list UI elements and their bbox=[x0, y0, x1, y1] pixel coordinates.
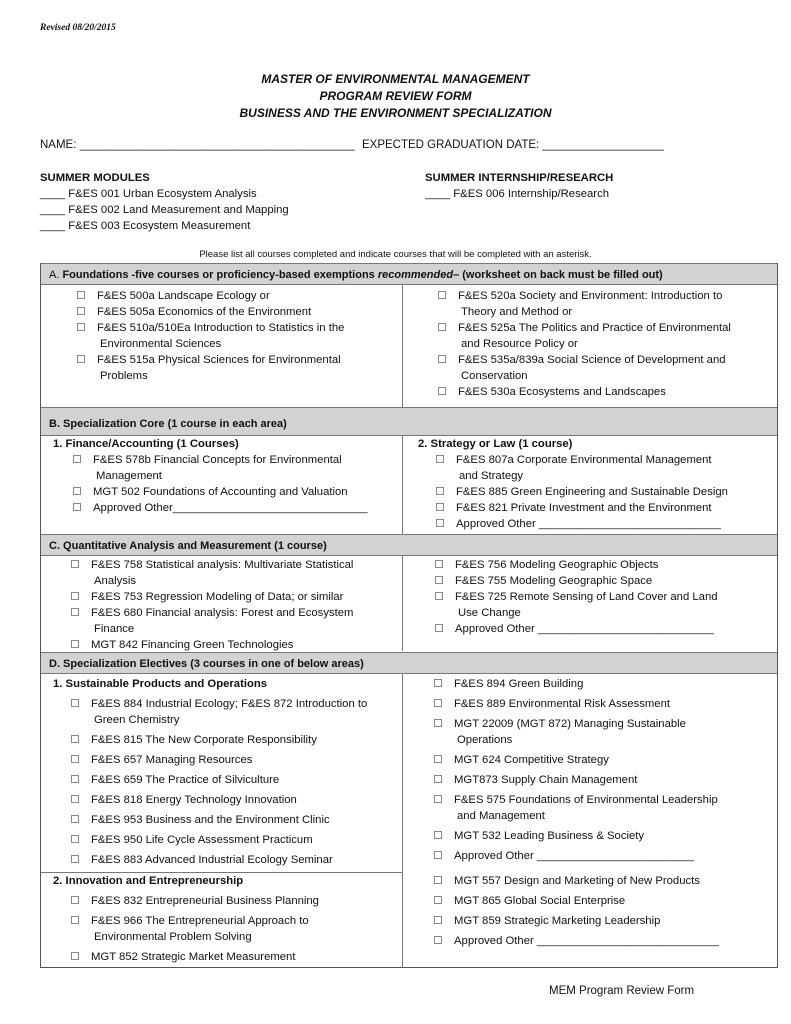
course-name: MGT 532 Leading Business & Society bbox=[454, 830, 645, 842]
course-item bbox=[77, 304, 397, 320]
course-name-continued: and Resource Policy or bbox=[461, 338, 578, 350]
course-name: F&ES 894 Green Building bbox=[454, 678, 584, 690]
summer-internship-item[interactable]: ____ F&ES 006 Internship/Research bbox=[425, 188, 609, 200]
course-name: F&ES 756 Modeling Geographic Objects bbox=[455, 559, 659, 571]
course-item bbox=[434, 848, 772, 864]
course-item bbox=[71, 852, 401, 868]
course-name: Approved Other _____________________________ bbox=[454, 935, 720, 947]
summer-internship bbox=[425, 170, 765, 202]
course-checkbox[interactable] bbox=[436, 455, 444, 463]
course-item bbox=[71, 792, 401, 808]
section-a-header bbox=[41, 263, 777, 285]
course-checkbox[interactable] bbox=[71, 896, 79, 904]
course-checkbox[interactable] bbox=[77, 355, 85, 363]
course-name: F&ES 832 Entrepreneurial Business Planning bbox=[91, 895, 319, 907]
course-checkbox[interactable] bbox=[434, 936, 442, 944]
title-line-1: MASTER OF ENVIRONMENTAL MANAGEMENT bbox=[261, 72, 530, 86]
title-line-3: BUSINESS AND THE ENVIRONMENT SPECIALIZATION bbox=[239, 106, 552, 120]
section-d-sub2-head bbox=[53, 873, 393, 889]
section-d-sub2-left bbox=[71, 893, 401, 969]
course-name-continued: Theory and Method or bbox=[461, 306, 573, 318]
course-item bbox=[435, 557, 773, 573]
course-name: F&ES 821 Private Investment and the Environment bbox=[456, 502, 712, 514]
course-checkbox[interactable] bbox=[71, 699, 79, 707]
course-checkbox[interactable] bbox=[434, 699, 442, 707]
course-name: F&ES 515a Physical Sciences for Environmental bbox=[97, 354, 341, 366]
course-name-continued: Green Chemistry bbox=[94, 714, 180, 726]
column-divider bbox=[402, 556, 403, 651]
course-name: MGT 22009 (MGT 872) Managing Sustainable bbox=[454, 718, 686, 730]
course-item bbox=[71, 893, 401, 909]
section-d-header: D. Specialization Electives (3 courses in one of below areas) bbox=[41, 652, 777, 674]
course-item bbox=[435, 589, 773, 621]
course-name: MGT873 Supply Chain Management bbox=[454, 774, 638, 786]
section-a-suffix: – (worksheet on back must be filled out) bbox=[453, 269, 663, 281]
course-checkbox[interactable] bbox=[77, 307, 85, 315]
course-item bbox=[438, 288, 773, 320]
course-item bbox=[77, 320, 397, 352]
course-item bbox=[436, 452, 774, 484]
course-name: F&ES 883 Advanced Industrial Ecology Seminar bbox=[91, 854, 333, 866]
course-checkbox[interactable] bbox=[434, 679, 442, 687]
sustainable-products-heading: 1. Sustainable Products and Operations bbox=[53, 678, 268, 690]
course-name-continued: Finance bbox=[94, 623, 135, 635]
title-line-2: PROGRAM REVIEW FORM bbox=[319, 89, 472, 103]
course-checkbox[interactable] bbox=[434, 755, 442, 763]
course-name: Approved Other_______________________________ bbox=[93, 502, 368, 514]
course-checkbox[interactable] bbox=[434, 876, 442, 884]
course-name-continued: Environmental Sciences bbox=[100, 338, 222, 350]
course-item bbox=[435, 573, 773, 589]
course-name: F&ES 505a Economics of the Environment bbox=[97, 306, 312, 318]
course-name: F&ES 885 Green Engineering and Sustainable Design bbox=[456, 486, 728, 498]
finance-accounting-heading: 1. Finance/Accounting (1 Courses) bbox=[53, 438, 239, 450]
course-item bbox=[71, 589, 396, 605]
summer-internship-heading: SUMMER INTERNSHIP/RESEARCH bbox=[425, 172, 614, 184]
course-checkbox[interactable] bbox=[71, 592, 79, 600]
course-name: MGT 624 Competitive Strategy bbox=[454, 754, 609, 766]
graduation-date-field[interactable]: EXPECTED GRADUATION DATE: ___________________ bbox=[362, 139, 664, 151]
course-name-continued: Analysis bbox=[94, 575, 137, 587]
course-checkbox[interactable] bbox=[438, 323, 446, 331]
course-checkbox[interactable] bbox=[71, 560, 79, 568]
section-a-title: Foundations -five courses or proficiency-based exemptions bbox=[62, 269, 378, 281]
course-checkbox[interactable] bbox=[71, 855, 79, 863]
course-item bbox=[438, 384, 773, 400]
course-name: F&ES 818 Energy Technology Innovation bbox=[91, 794, 297, 806]
course-name: Approved Other _____________________________ bbox=[456, 518, 722, 530]
section-c-left bbox=[71, 557, 396, 653]
course-item bbox=[436, 484, 774, 500]
course-checkbox[interactable] bbox=[434, 795, 442, 803]
course-name: MGT 865 Global Social Enterprise bbox=[454, 895, 626, 907]
course-item bbox=[77, 352, 397, 384]
course-name: F&ES 755 Modeling Geographic Space bbox=[455, 575, 653, 587]
revision-date: Revised 08/20/2015 bbox=[40, 23, 116, 33]
section-b-header: B. Specialization Core (1 course in each area) bbox=[41, 407, 777, 436]
summer-module-item[interactable]: ____ F&ES 001 Urban Ecosystem Analysis bbox=[40, 188, 257, 200]
course-checkbox[interactable] bbox=[71, 755, 79, 763]
section-d-sub1-right bbox=[434, 676, 772, 868]
course-item bbox=[434, 933, 772, 949]
column-divider bbox=[402, 674, 403, 968]
course-item bbox=[436, 500, 774, 516]
course-name: MGT 859 Strategic Marketing Leadership bbox=[454, 915, 661, 927]
course-checkbox[interactable] bbox=[71, 815, 79, 823]
course-item bbox=[71, 752, 401, 768]
course-checkbox[interactable] bbox=[434, 719, 442, 727]
course-checkbox[interactable] bbox=[73, 503, 81, 511]
course-item bbox=[438, 352, 773, 384]
course-name: MGT 842 Financing Green Technologies bbox=[91, 639, 294, 651]
course-table bbox=[40, 263, 778, 968]
section-d-sub2-right bbox=[434, 873, 772, 953]
course-checkbox[interactable] bbox=[435, 560, 443, 568]
course-checkbox[interactable] bbox=[438, 291, 446, 299]
section-a-emphasis: recommended bbox=[377, 269, 454, 281]
course-checkbox[interactable] bbox=[77, 323, 85, 331]
course-name-continued: Management bbox=[96, 470, 162, 482]
course-item bbox=[436, 516, 774, 532]
course-item bbox=[77, 288, 397, 304]
name-row bbox=[40, 139, 780, 151]
course-name: F&ES 500a Landscape Ecology or bbox=[97, 290, 270, 302]
course-checkbox[interactable] bbox=[71, 735, 79, 743]
course-name-continued: and Strategy bbox=[459, 470, 524, 482]
course-name: F&ES 657 Managing Resources bbox=[91, 754, 253, 766]
instructions-note: Please list all courses completed and indicate courses that will be completed with an asterisk. bbox=[199, 249, 592, 260]
course-name: F&ES 659 The Practice of Silviculture bbox=[91, 774, 280, 786]
course-name: F&ES 807a Corporate Environmental Management bbox=[456, 454, 712, 466]
course-item bbox=[71, 812, 401, 828]
course-checkbox[interactable] bbox=[434, 775, 442, 783]
strategy-law-heading: 2. Strategy or Law (1 course) bbox=[418, 438, 573, 450]
summer-modules bbox=[40, 170, 420, 234]
course-name: F&ES 725 Remote Sensing of Land Cover and Land bbox=[455, 591, 718, 603]
course-item bbox=[434, 893, 772, 909]
course-checkbox[interactable] bbox=[434, 851, 442, 859]
section-c-header: C. Quantitative Analysis and Measurement (1 course) bbox=[41, 534, 777, 556]
course-item bbox=[71, 637, 396, 653]
course-checkbox[interactable] bbox=[71, 775, 79, 783]
section-a-right bbox=[438, 288, 773, 400]
course-item bbox=[71, 605, 396, 637]
name-field[interactable]: NAME: ___________________________________________ bbox=[40, 139, 355, 151]
course-item bbox=[434, 913, 772, 929]
summer-module-item[interactable]: ____ F&ES 003 Ecosystem Measurement bbox=[40, 220, 251, 232]
course-checkbox[interactable] bbox=[435, 592, 443, 600]
section-a-left bbox=[77, 288, 397, 384]
section-a-prefix: A. bbox=[49, 269, 63, 281]
course-name: F&ES 510a/510Ea Introduction to Statistics in the bbox=[97, 322, 345, 334]
section-b-right-head bbox=[418, 436, 758, 452]
course-item bbox=[71, 772, 401, 788]
course-checkbox[interactable] bbox=[436, 519, 444, 527]
column-divider bbox=[402, 285, 403, 407]
course-checkbox[interactable] bbox=[71, 795, 79, 803]
course-name: MGT 852 Strategic Market Measurement bbox=[91, 951, 296, 963]
course-item bbox=[73, 500, 398, 516]
summer-modules-heading: SUMMER MODULES bbox=[40, 172, 150, 184]
section-b-right bbox=[436, 452, 774, 532]
form-title bbox=[0, 71, 791, 122]
course-name: F&ES 758 Statistical analysis: Multivariate Statistical bbox=[91, 559, 354, 571]
course-name-continued: Conservation bbox=[461, 370, 528, 382]
course-name-continued: Problems bbox=[100, 370, 148, 382]
course-name: F&ES 889 Environmental Risk Assessment bbox=[454, 698, 670, 710]
course-name: F&ES 815 The New Corporate Responsibility bbox=[91, 734, 317, 746]
course-item bbox=[434, 828, 772, 844]
course-item bbox=[71, 913, 401, 945]
course-name: F&ES 535a/839a Social Science of Development and bbox=[458, 354, 726, 366]
section-d-sub1-left bbox=[71, 696, 401, 872]
course-item bbox=[73, 452, 398, 484]
course-name-continued: and Management bbox=[457, 810, 545, 822]
course-item bbox=[71, 557, 396, 589]
course-checkbox[interactable] bbox=[435, 576, 443, 584]
course-name: F&ES 966 The Entrepreneurial Approach to bbox=[91, 915, 309, 927]
course-checkbox[interactable] bbox=[71, 952, 79, 960]
course-checkbox[interactable] bbox=[434, 916, 442, 924]
course-name: F&ES 578b Financial Concepts for Environmental bbox=[93, 454, 342, 466]
course-name-continued: Operations bbox=[457, 734, 513, 746]
course-name: Approved Other ____________________________ bbox=[455, 623, 714, 635]
course-checkbox[interactable] bbox=[71, 916, 79, 924]
course-name: F&ES 530a Ecosystems and Landscapes bbox=[458, 386, 666, 398]
course-checkbox[interactable] bbox=[73, 487, 81, 495]
course-item bbox=[71, 832, 401, 848]
section-d-sub1-head bbox=[53, 676, 393, 692]
footer-label: MEM Program Review Form bbox=[549, 985, 695, 997]
course-item bbox=[438, 320, 773, 352]
course-item bbox=[434, 716, 772, 748]
course-item bbox=[434, 676, 772, 692]
course-name: F&ES 884 Industrial Ecology; F&ES 872 Introduction to bbox=[91, 698, 368, 710]
course-item bbox=[73, 484, 398, 500]
course-item bbox=[71, 732, 401, 748]
course-item bbox=[434, 752, 772, 768]
course-item bbox=[71, 696, 401, 728]
course-checkbox[interactable] bbox=[438, 355, 446, 363]
innovation-entrepreneurship-heading: 2. Innovation and Entrepreneurship bbox=[53, 875, 244, 887]
course-name: F&ES 680 Financial analysis: Forest and Ecosystem bbox=[91, 607, 354, 619]
course-checkbox[interactable] bbox=[438, 387, 446, 395]
course-name: MGT 557 Design and Marketing of New Products bbox=[454, 875, 700, 887]
section-b-left bbox=[73, 452, 398, 516]
course-checkbox[interactable] bbox=[71, 835, 79, 843]
course-item bbox=[71, 949, 401, 965]
course-checkbox[interactable] bbox=[77, 291, 85, 299]
summer-module-item[interactable]: ____ F&ES 002 Land Measurement and Mapping bbox=[40, 204, 289, 216]
course-item bbox=[435, 621, 773, 637]
course-name: F&ES 520a Society and Environment: Introduction to bbox=[458, 290, 723, 302]
course-name: Approved Other _________________________ bbox=[454, 850, 694, 862]
course-checkbox[interactable] bbox=[71, 608, 79, 616]
course-name: F&ES 953 Business and the Environment Clinic bbox=[91, 814, 330, 826]
course-name: F&ES 525a The Politics and Practice of Environmental bbox=[458, 322, 731, 334]
course-name: F&ES 575 Foundations of Environmental Leadership bbox=[454, 794, 718, 806]
course-name-continued: Environmental Problem Solving bbox=[94, 931, 252, 943]
course-name: F&ES 753 Regression Modeling of Data; or similar bbox=[91, 591, 344, 603]
course-item bbox=[434, 792, 772, 824]
section-b-left-head bbox=[53, 436, 393, 452]
course-item bbox=[434, 772, 772, 788]
course-name: F&ES 950 Life Cycle Assessment Practicum bbox=[91, 834, 313, 846]
course-checkbox[interactable] bbox=[71, 640, 79, 648]
course-checkbox[interactable] bbox=[436, 503, 444, 511]
course-checkbox[interactable] bbox=[434, 831, 442, 839]
course-item bbox=[434, 696, 772, 712]
course-checkbox[interactable] bbox=[434, 896, 442, 904]
course-name: MGT 502 Foundations of Accounting and Valuation bbox=[93, 486, 348, 498]
course-item bbox=[434, 873, 772, 889]
course-name-continued: Use Change bbox=[458, 607, 521, 619]
section-c-right bbox=[435, 557, 773, 637]
course-checkbox[interactable] bbox=[435, 624, 443, 632]
course-checkbox[interactable] bbox=[73, 455, 81, 463]
course-checkbox[interactable] bbox=[436, 487, 444, 495]
